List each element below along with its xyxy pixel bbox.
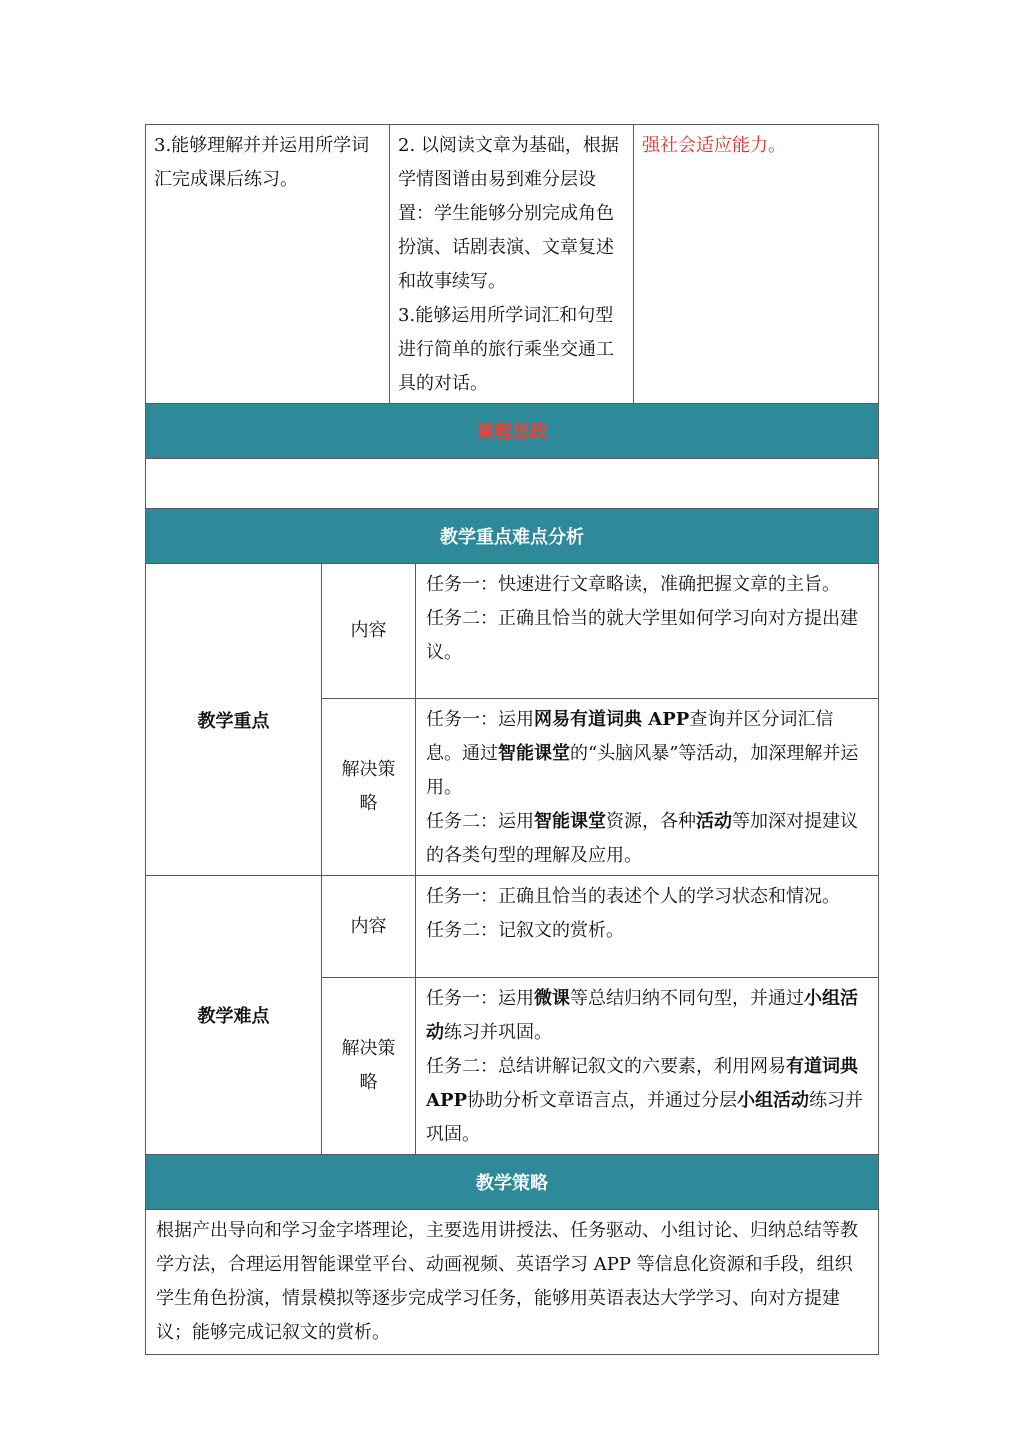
section-title: 教学重点难点分析 [440, 527, 585, 548]
sizheng-empty-row [146, 459, 879, 509]
objective-cell-2 [390, 125, 634, 404]
key-point-label: 教学重点 [146, 564, 322, 876]
strategy-row [146, 1210, 879, 1355]
objective-cell-1: 3.能够理解并并运用所学词汇完成课后练习。 [146, 125, 390, 404]
section-title: 教学策略 [476, 1173, 549, 1194]
strategy-cell: 根据产出导向和学习金字塔理论，主要选用讲授法、任务驱动、小组讨论、归纳总结等教学方法，合理运用智能课堂平台、动画视频、英语学习 APP 等信息化资源和手段，组织学生角色扮演，情景模拟等逐步完成学习任务，能够用英语表达大学学习、向对方提建议；能够完成记叙文的赏析。 [146, 1210, 879, 1355]
objective-cell-3: 强社会适应能力。 [634, 125, 879, 404]
lesson-plan-page [145, 124, 878, 1355]
key-content-cell: 任务一：快速进行文章略读，准确把握文章的主旨。 任务二：正确且恰当的就大学里如何学习向对方提出建议。 [416, 564, 879, 699]
lesson-plan-table [145, 124, 879, 1355]
difficult-point-label: 教学难点 [146, 876, 322, 1155]
section-header-sizheng [146, 404, 879, 459]
key-content-label: 内容 [322, 564, 416, 699]
objectives-row [146, 125, 879, 404]
difficult-content-row [146, 876, 879, 978]
difficult-content-label: 内容 [322, 876, 416, 978]
section-header-strategy [146, 1155, 879, 1210]
key-content-row [146, 564, 879, 699]
objective-3-paragraph: 3.能够运用所学词汇和句型进行简单的旅行乘坐交通工具的对话。 [398, 305, 615, 394]
key-solution-label: 解决策 略 [322, 699, 416, 876]
objective-2-paragraph: 2. 以阅读文章为基础，根据学情图谱由易到难分层设置：学生能够分别完成角色扮演、话剧表演、文章复述和故事续写。 [398, 135, 619, 292]
difficult-solution-cell: 任务一：运用微课等总结归纳不同句型，并通过小组活动练习并巩固。 任务二：总结讲解记叙文的六要素，利用网易有道词典 APP协助分析文章语言点，并通过分层小组活动练习并巩固。 [416, 978, 879, 1155]
difficult-content-cell: 任务一：正确且恰当的表述个人的学习状态和情况。 任务二：记叙文的赏析。 [416, 876, 879, 978]
section-header-analysis [146, 509, 879, 564]
section-title: 课程思政 [476, 422, 549, 443]
difficult-solution-label: 解决策 略 [322, 978, 416, 1155]
key-solution-cell: 任务一：运用网易有道词典 APP查询并区分词汇信息。通过智能课堂的“头脑风暴”等活动，加深理解并运用。 任务二：运用智能课堂资源，各种活动等加深对提建议的各类句型的理解及应用。 [416, 699, 879, 876]
